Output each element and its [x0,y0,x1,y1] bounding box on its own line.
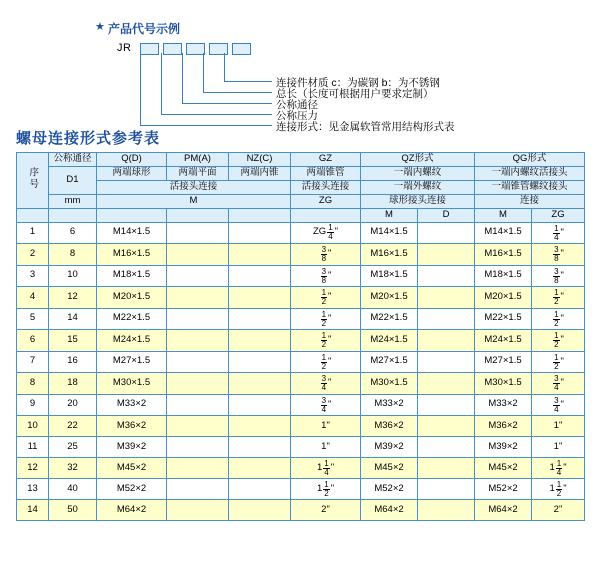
cell-dn: 8 [49,244,97,266]
leader-line-h1 [140,125,272,126]
header-qg-unit-zg: ZG [532,208,585,222]
cell-qd: M14×1.5 [97,222,167,244]
header-qg-unit-m: M [475,208,532,222]
code-box-5 [232,43,251,55]
cell-nz [229,244,291,266]
table-row [17,351,585,373]
header-seq: 序号 [17,153,49,209]
header-gz-desc: 两端锥管 [291,166,361,180]
cell-qg-m: M14×1.5 [475,222,532,244]
cell-qz-d [418,308,475,330]
cell-nz [229,458,291,479]
cell-qg-m: M36×2 [475,416,532,437]
cell-gz: 1 $\frac{1}{2}$ " [291,479,361,500]
cell-qg-zg: 1 $\frac{1}{2}$ " [532,479,585,500]
cell-dn: 40 [49,479,97,500]
cell-nz [229,351,291,373]
cell-seq: 12 [17,458,49,479]
cell-gz: $\frac{3}{8}$ " [291,244,361,266]
cell-seq: 11 [17,437,49,458]
cell-dn: 18 [49,373,97,395]
leader-line-v2 [161,53,162,114]
product-code-prefix: JR [117,42,132,54]
cell-qg-m: M22×1.5 [475,308,532,330]
cell-qz-m: M52×2 [361,479,418,500]
cell-qd: M24×1.5 [97,330,167,352]
nut-connection-table [16,152,585,521]
leader-line-h5 [224,81,272,82]
header-spacer-dn [49,208,97,222]
cell-gz: $\frac{1}{2}$ " [291,308,361,330]
cell-qd: M45×2 [97,458,167,479]
cell-nz [229,416,291,437]
cell-qz-m: M27×1.5 [361,351,418,373]
cell-pm [167,351,229,373]
cell-pm [167,500,229,521]
page-title: 螺母连接形式参考表 [16,130,161,147]
cell-gz: $\frac{1}{2}$ " [291,287,361,309]
cell-nz [229,308,291,330]
header-group-qg-code: QG形式 [475,153,585,167]
cell-qz-m: M16×1.5 [361,244,418,266]
cell-qg-zg: $\frac{1}{4}$ " [532,222,585,244]
legend-title: 产品代号示例 [108,22,181,36]
cell-qd: M52×2 [97,479,167,500]
product-code-boxes [140,43,251,55]
cell-qz-d [418,265,475,287]
cell-pm [167,394,229,416]
cell-gz: $\frac{1}{2}$ " [291,351,361,373]
cell-seq: 8 [17,373,49,395]
star-icon: ★ [95,21,105,33]
header-unit-m: M [97,194,291,208]
cell-pm [167,330,229,352]
cell-qz-m: M30×1.5 [361,373,418,395]
header-qg-desc-a: 一端内螺纹活接头 [475,166,585,180]
cell-qz-d [418,351,475,373]
cell-qd: M64×2 [97,500,167,521]
cell-qd: M18×1.5 [97,265,167,287]
header-dn-title: 公称通径 [49,153,97,167]
cell-dn: 16 [49,351,97,373]
cell-nz [229,437,291,458]
leader-line-v5 [224,53,225,81]
header-unit-zg: ZG [291,194,361,208]
header-group-gz-code: GZ [291,153,361,167]
cell-seq: 5 [17,308,49,330]
cell-qd: M30×1.5 [97,373,167,395]
cell-qz-m: M36×2 [361,416,418,437]
cell-seq: 7 [17,351,49,373]
cell-seq: 14 [17,500,49,521]
header-qg-sub: 连接 [475,194,585,208]
cell-qg-m: M16×1.5 [475,244,532,266]
cell-qg-zg: $\frac{1}{2}$ " [532,287,585,309]
cell-pm [167,287,229,309]
cell-gz: 2 " [291,500,361,521]
legend-item-diameter: 公称通径 [276,99,318,111]
leader-line-h2 [161,114,272,115]
header-qz-desc-b: 一端外螺纹 [361,180,475,194]
cell-qz-d [418,437,475,458]
cell-pm [167,244,229,266]
leader-line-h3 [182,103,272,104]
cell-seq: 4 [17,287,49,309]
legend-item-pressure: 公称压力 [276,110,318,122]
cell-seq: 1 [17,222,49,244]
cell-gz: $\frac{3}{4}$ " [291,394,361,416]
cell-seq: 13 [17,479,49,500]
cell-qd: M16×1.5 [97,244,167,266]
table-row [17,479,585,500]
header-group-qd-code: Q(D) [97,153,167,167]
cell-qd: M20×1.5 [97,287,167,309]
cell-qg-zg: $\frac{3}{8}$ " [532,265,585,287]
cell-pm [167,416,229,437]
cell-qg-m: M39×2 [475,437,532,458]
table-row [17,244,585,266]
cell-seq: 2 [17,244,49,266]
cell-gz: 1 $\frac{1}{4}$ " [291,458,361,479]
cell-pm [167,308,229,330]
table-header-row-5 [17,208,585,222]
table-row [17,416,585,437]
header-dn-sub: D1 [49,166,97,194]
cell-qg-m: M45×2 [475,458,532,479]
cell-dn: 10 [49,265,97,287]
leader-line-h4 [203,92,272,93]
table-row [17,394,585,416]
leader-line-v1 [140,53,141,125]
cell-qz-m: M22×1.5 [361,308,418,330]
cell-qz-d [418,222,475,244]
cell-qz-m: M39×2 [361,437,418,458]
table-header-row-4 [17,194,585,208]
cell-nz [229,479,291,500]
cell-qz-d [418,373,475,395]
cell-gz: $\frac{3}{4}$ " [291,373,361,395]
cell-nz [229,222,291,244]
cell-nz [229,394,291,416]
cell-qz-m: M64×2 [361,500,418,521]
cell-qz-d [418,458,475,479]
cell-nz [229,287,291,309]
header-dn-unit: mm [49,194,97,208]
cell-nz [229,330,291,352]
cell-qz-d [418,500,475,521]
cell-nz [229,265,291,287]
table-body [17,222,585,521]
cell-dn: 25 [49,437,97,458]
header-qg-desc-b: 一端锥管螺纹接头 [475,180,585,194]
header-spacer-gz [291,208,361,222]
cell-qd: M36×2 [97,416,167,437]
header-group-qz-code: QZ形式 [361,153,475,167]
cell-gz: ZG $\frac{1}{4}$ " [291,222,361,244]
cell-gz: $\frac{3}{8}$ " [291,265,361,287]
header-qz-unit-d: D [418,208,475,222]
cell-dn: 15 [49,330,97,352]
cell-qg-m: M33×2 [475,394,532,416]
cell-qg-zg: 2 " [532,500,585,521]
header-spacer-seq [17,208,49,222]
cell-qd: M39×2 [97,437,167,458]
cell-seq: 9 [17,394,49,416]
table-row [17,373,585,395]
header-pm-desc: 两端平面 [167,166,229,180]
cell-dn: 20 [49,394,97,416]
cell-qg-m: M64×2 [475,500,532,521]
header-qd-desc: 两端球形 [97,166,167,180]
cell-gz: $\frac{1}{2}$ " [291,330,361,352]
code-box-1 [140,43,159,55]
table-row [17,265,585,287]
cell-qz-m: M20×1.5 [361,287,418,309]
cell-qz-m: M14×1.5 [361,222,418,244]
code-box-2 [163,43,182,55]
cell-qg-m: M20×1.5 [475,287,532,309]
header-nz-desc: 两端内锥 [229,166,291,180]
cell-qz-d [418,287,475,309]
table-row [17,437,585,458]
cell-qz-d [418,330,475,352]
table-row [17,330,585,352]
product-code-legend [0,0,600,133]
cell-qg-m: M30×1.5 [475,373,532,395]
cell-gz: 1 " [291,437,361,458]
cell-dn: 32 [49,458,97,479]
cell-qz-d [418,244,475,266]
table-row [17,222,585,244]
cell-qz-m: M45×2 [361,458,418,479]
cell-dn: 50 [49,500,97,521]
cell-pm [167,458,229,479]
cell-gz: 1 " [291,416,361,437]
header-group-nz-code: NZ(C) [229,153,291,167]
cell-seq: 6 [17,330,49,352]
cell-qd: M27×1.5 [97,351,167,373]
cell-qg-m: M24×1.5 [475,330,532,352]
header-spacer-qd [97,208,167,222]
cell-seq: 10 [17,416,49,437]
table-row [17,287,585,309]
cell-qg-zg: $\frac{3}{8}$ " [532,244,585,266]
cell-pm [167,222,229,244]
cell-qz-m: M18×1.5 [361,265,418,287]
cell-qg-m: M18×1.5 [475,265,532,287]
cell-qz-m: M24×1.5 [361,330,418,352]
cell-pm [167,479,229,500]
table-row [17,500,585,521]
cell-qg-m: M27×1.5 [475,351,532,373]
cell-dn: 12 [49,287,97,309]
cell-nz [229,500,291,521]
cell-qg-zg: 1 " [532,437,585,458]
cell-qz-d [418,479,475,500]
header-spacer-pm [167,208,229,222]
cell-qg-zg: $\frac{1}{2}$ " [532,308,585,330]
cell-qd: M22×1.5 [97,308,167,330]
header-qz-sub: 球形接头连接 [361,194,475,208]
cell-dn: 6 [49,222,97,244]
table-row [17,458,585,479]
code-box-4 [209,43,228,55]
cell-pm [167,437,229,458]
cell-seq: 3 [17,265,49,287]
legend-item-length: 总长（长度可根据用户要求定制） [276,88,434,100]
leader-line-v3 [182,53,183,103]
cell-nz [229,373,291,395]
cell-qg-zg: $\frac{3}{4}$ " [532,373,585,395]
header-gz-sub: 活接头连接 [291,180,361,194]
cell-qg-zg: $\frac{1}{2}$ " [532,330,585,352]
cell-qg-zg: 1 " [532,416,585,437]
cell-qg-zg: $\frac{3}{4}$ " [532,394,585,416]
cell-dn: 22 [49,416,97,437]
legend-item-connection: 连接形式：见金属软管常用结构形式表 [276,121,455,133]
header-qz-unit-m: M [361,208,418,222]
cell-qd: M33×2 [97,394,167,416]
table-header-row-1 [17,153,585,167]
cell-pm [167,373,229,395]
header-spacer-nz [229,208,291,222]
header-qd-sub: 活接头连接 [97,180,291,194]
cell-qg-m: M52×2 [475,479,532,500]
cell-qz-d [418,416,475,437]
cell-qz-d [418,394,475,416]
table-row [17,308,585,330]
header-group-pm-code: PM(A) [167,153,229,167]
cell-pm [167,265,229,287]
table-header-row-3 [17,180,585,194]
cell-dn: 14 [49,308,97,330]
cell-qg-zg: 1 $\frac{1}{4}$ " [532,458,585,479]
header-qz-desc-a: 一端内螺纹 [361,166,475,180]
table-header-row-2 [17,166,585,180]
cell-qg-zg: $\frac{1}{2}$ " [532,351,585,373]
legend-item-material: 连接件材质 c：为碳钢 b：为不锈钢 [276,77,440,89]
cell-qz-m: M33×2 [361,394,418,416]
leader-line-v4 [203,53,204,92]
